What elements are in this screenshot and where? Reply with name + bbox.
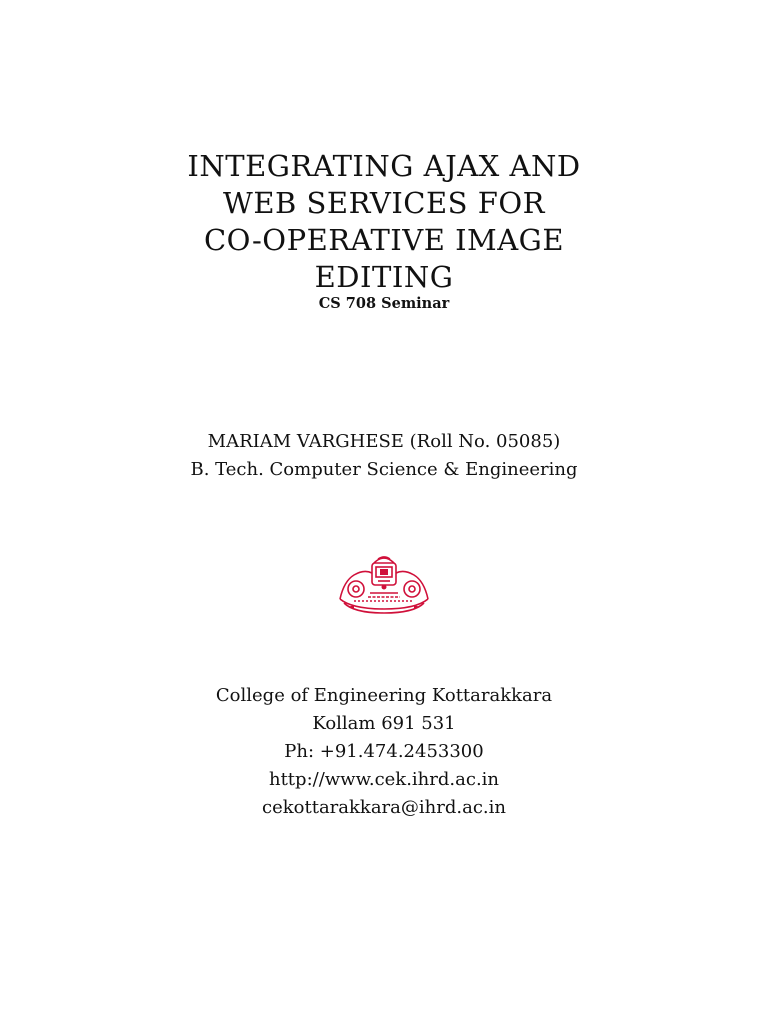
subtitle: CS 708 Seminar xyxy=(318,295,450,312)
author-name: MARIAM VARGHESE (Roll No. 05085) xyxy=(207,431,561,452)
college-emblem-icon xyxy=(334,551,434,617)
college-website[interactable]: http://www.cek.ihrd.ac.in xyxy=(268,769,500,790)
title-line-4: EDITING xyxy=(314,260,454,294)
college-block xyxy=(0,682,768,822)
college-phone: Ph: +91.474.2453300 xyxy=(284,741,484,762)
author-block xyxy=(0,428,768,484)
college-name: College of Engineering Kottarakkara xyxy=(215,685,553,706)
title-line-3: CO-OPERATIVE IMAGE xyxy=(203,223,565,257)
author-program: B. Tech. Computer Science & Engineering xyxy=(190,459,578,480)
title-line-1: INTEGRATING AJAX AND xyxy=(187,149,581,183)
title-block xyxy=(0,148,768,314)
college-email[interactable]: cekottarakkara@ihrd.ac.in xyxy=(262,797,506,818)
title-line-2: WEB SERVICES FOR xyxy=(223,186,545,220)
college-address: Kollam 691 531 xyxy=(312,713,456,734)
